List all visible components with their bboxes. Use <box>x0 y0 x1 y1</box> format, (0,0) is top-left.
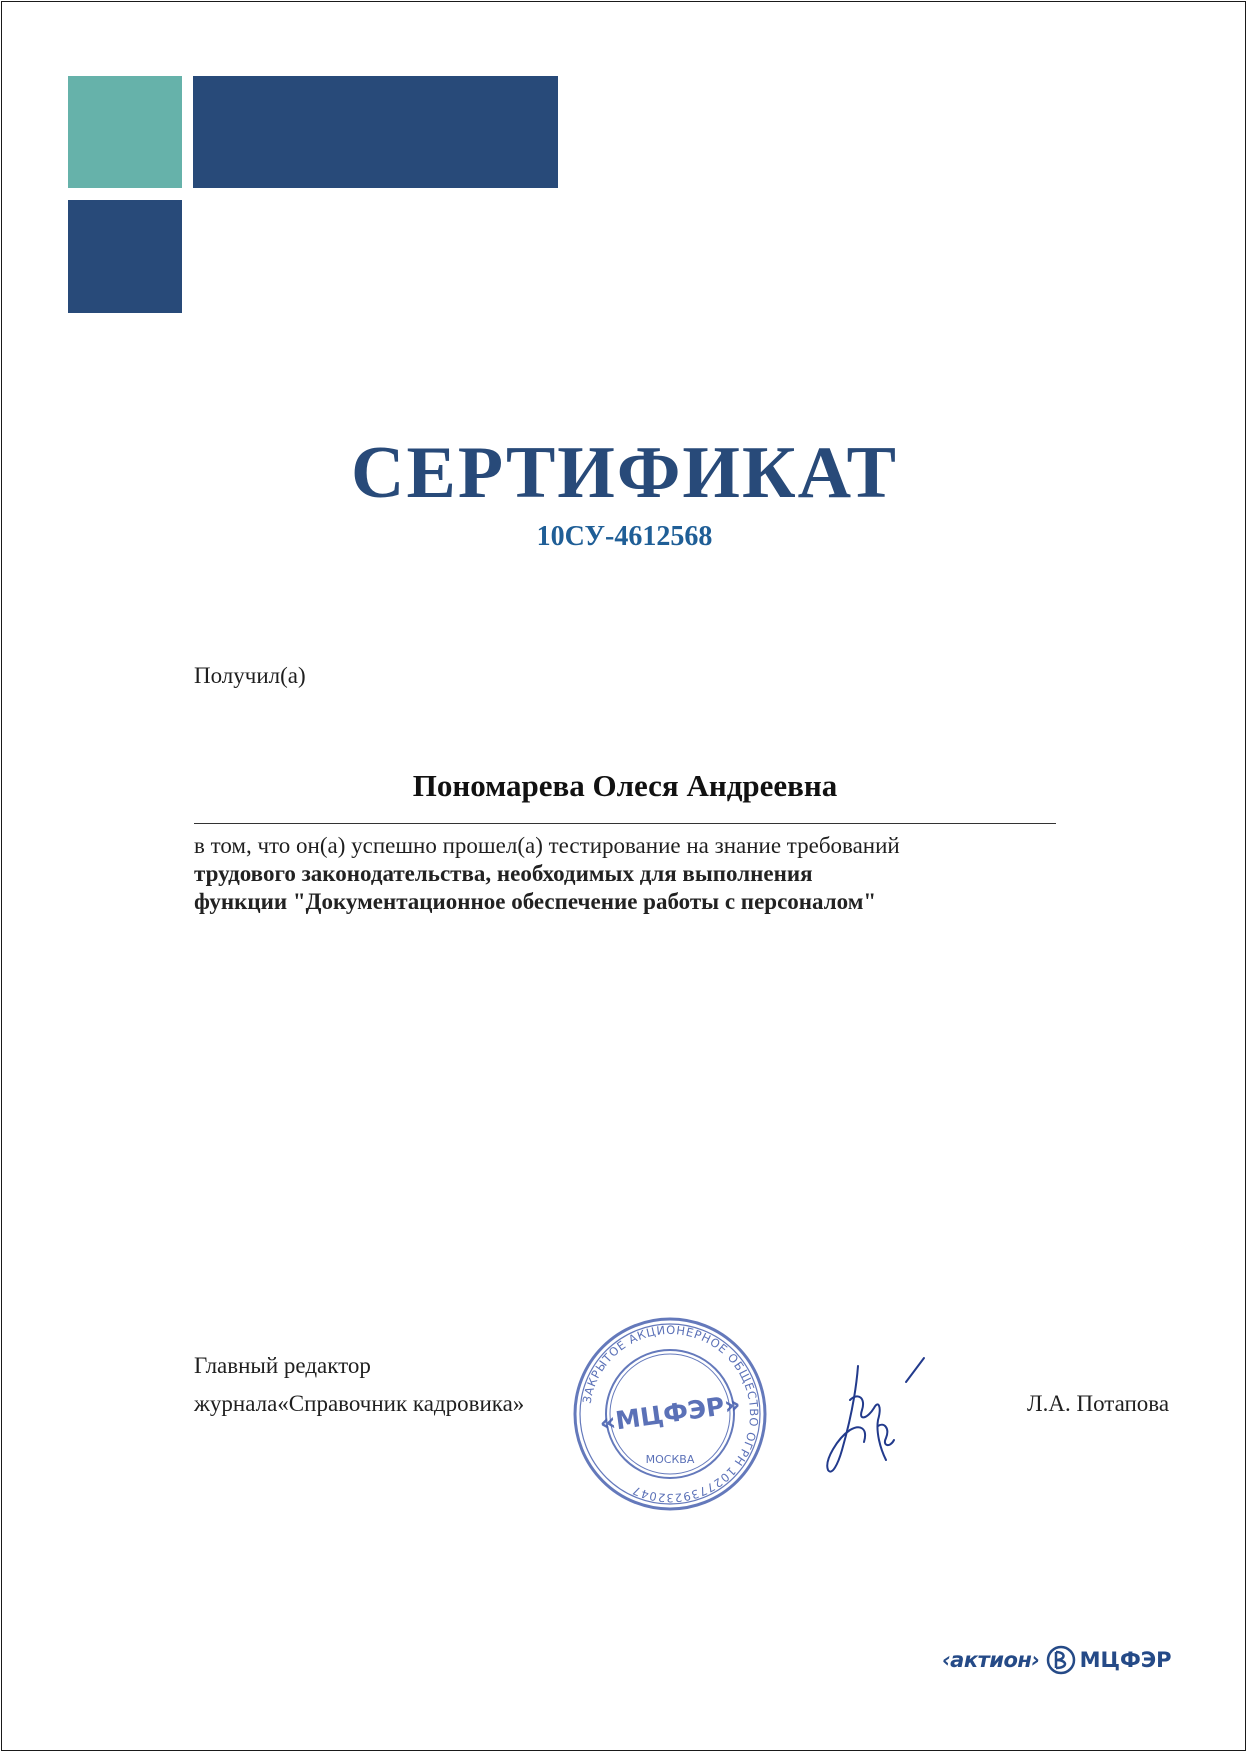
signatory-name: Л.А. Потапова <box>1027 1391 1170 1416</box>
footer-logo <box>942 1643 1172 1677</box>
decor-block-teal <box>68 76 182 188</box>
stamp-outer-text: ЗАКРЫТОЕ АКЦИОНЕРНОЕ ОБЩЕСТВО ОГРН 1027739232047 <box>579 1322 762 1506</box>
certificate-description <box>194 832 1094 916</box>
stamp-center-text: «МЦФЭР» <box>597 1389 743 1438</box>
certificate-number: 10СУ-4612568 <box>536 521 713 552</box>
description-line-2: трудового законодательства, необходимых для выполнения <box>194 861 813 886</box>
recipient-name: Пономарева Олеся Андреевна <box>412 768 838 803</box>
decor-block-navy-wide <box>193 76 558 188</box>
decor-block-navy-square <box>68 200 182 313</box>
description-line-3: функции "Документационное обеспечение работы с персоналом" <box>194 889 877 914</box>
stamp-bottom-text: МОСКВА <box>645 1453 695 1466</box>
signatory-role-line-1: Главный редактор <box>194 1353 371 1378</box>
mcfer-emblem-icon <box>1046 1645 1076 1675</box>
aktion-logo-text: ‹актион› <box>942 1648 1040 1672</box>
name-underline <box>194 823 1056 824</box>
certificate-title: СЕРТИФИКАТ <box>351 432 898 514</box>
mcfer-logo-text: МЦФЭР <box>1079 1648 1172 1672</box>
handwritten-signature <box>820 1352 930 1480</box>
signatory-role-line-2: журнала«Справочник кадровика» <box>194 1391 525 1416</box>
description-line-1: в том, что он(а) успешно прошел(а) тестирование на знание требований <box>194 833 900 858</box>
received-label: Получил(а) <box>194 663 306 688</box>
company-stamp <box>572 1316 768 1512</box>
